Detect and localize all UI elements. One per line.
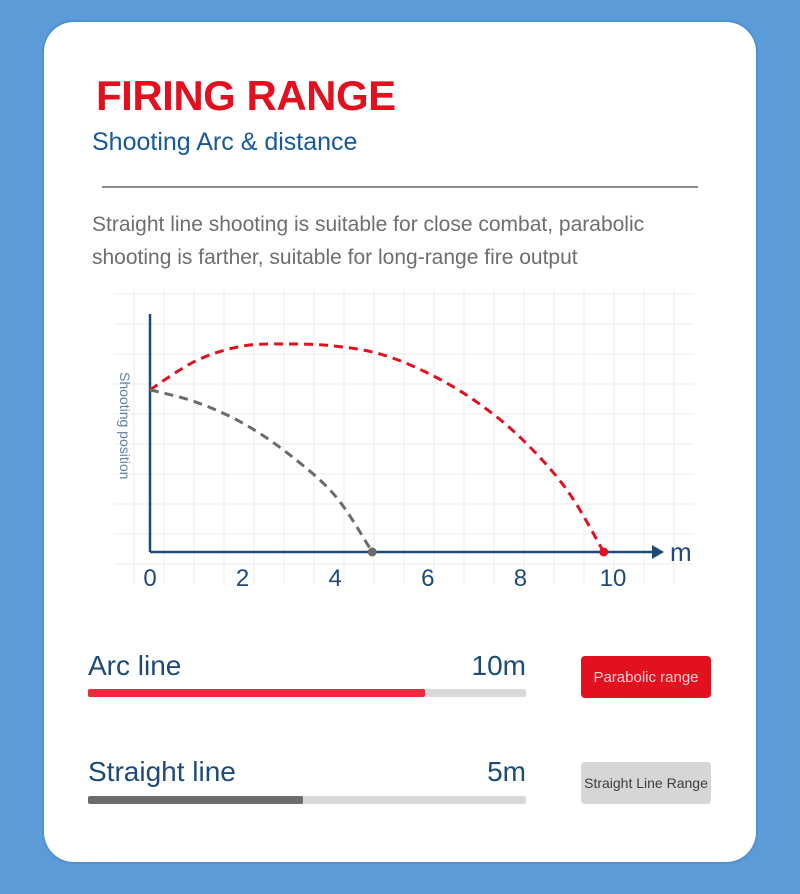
arc-line-value: 10m — [471, 650, 526, 681]
x-tick-label: 4 — [328, 565, 342, 592]
endpoint-dot-0 — [599, 548, 608, 557]
x-tick-label: 8 — [513, 565, 528, 592]
card — [44, 22, 756, 862]
parabolic-range-button[interactable]: Parabolic range — [581, 656, 711, 698]
arc-line-fill — [88, 689, 425, 697]
x-tick-label: 6 — [421, 565, 435, 592]
arc-line-label: Arc line — [88, 650, 182, 681]
x-tick-label: 10 — [599, 565, 627, 592]
page-subtitle: Shooting Arc & distance — [92, 128, 358, 156]
x-tick-label: 0 — [143, 565, 157, 592]
straight-line-track — [88, 796, 526, 804]
x-tick-label: 2 — [235, 565, 250, 592]
chart-grid — [114, 289, 694, 584]
page-title: FIRING RANGE — [96, 72, 396, 119]
x-axis-label: m — [670, 537, 692, 567]
chart-series — [150, 344, 608, 557]
divider — [102, 186, 698, 188]
straight-line-value: 5m — [487, 756, 526, 787]
straight-line-fill — [88, 796, 303, 804]
straight-line-range-button[interactable]: Straight Line Range — [581, 762, 711, 804]
series-line-0 — [150, 344, 604, 552]
endpoint-dot-1 — [368, 548, 377, 557]
arc-line-track — [88, 689, 526, 697]
description-text: Straight line shooting is suitable for close combat, parabolic shooting is farther, suitable for long-range fire output — [92, 213, 645, 269]
y-axis-label: Shooting position — [117, 372, 133, 480]
straight-line-label: Straight line — [88, 756, 236, 787]
range-chart — [104, 284, 704, 604]
x-axis-arrow — [652, 545, 664, 559]
